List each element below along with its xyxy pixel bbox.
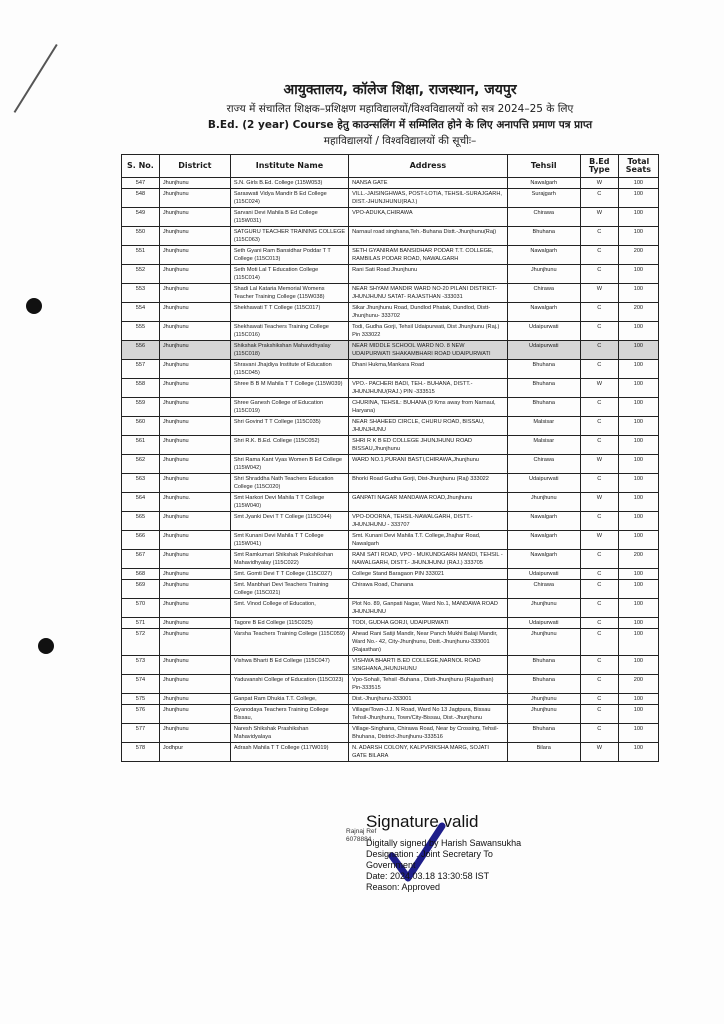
cell-address: Village-Singhana, Chirawa Road, Near by Crossing, Tehsil-Bhuhana, District-Jhunjhunu-333516	[349, 724, 507, 743]
cell-bed-type: C	[580, 705, 618, 724]
cell-district: Jodhpur	[159, 743, 230, 762]
cell-tehsil: Nawalgarh	[507, 303, 580, 322]
cell-address: Plot No. 89, Ganpati Nagar, Ward No.1, MANDAWA ROAD JHUNJHUNU	[349, 599, 507, 618]
cell-address: VPO-ADUKA,CHIRAWA	[349, 208, 507, 227]
cell-sno: 557	[122, 360, 160, 379]
table-row	[122, 284, 659, 303]
punch-hole-top	[26, 298, 42, 314]
cell-total-seats: 100	[618, 417, 658, 436]
cell-district: Jhunjhunu	[159, 322, 230, 341]
cell-district: Jhunjhunu	[159, 512, 230, 531]
cell-bed-type: W	[580, 379, 618, 398]
cell-bed-type: W	[580, 208, 618, 227]
cell-sno: 576	[122, 705, 160, 724]
table-row	[122, 629, 659, 656]
cell-tehsil: Bhuhana	[507, 398, 580, 417]
col-header-district: District	[159, 155, 230, 178]
cell-institute-name: Shekhawati Teachers Training College (115C016)	[230, 322, 348, 341]
cell-institute-name: Smt Jyanki Devi T T College (115C044)	[230, 512, 348, 531]
cell-sno: 555	[122, 322, 160, 341]
cell-institute-name: Ganpat Ram Dhukia T.T. College,	[230, 694, 348, 705]
cell-total-seats: 100	[618, 599, 658, 618]
table-row	[122, 493, 659, 512]
cell-tehsil: Udaipurwati	[507, 618, 580, 629]
cell-tehsil: Chirawa	[507, 455, 580, 474]
cell-tehsil: Udaipurwati	[507, 474, 580, 493]
cell-total-seats: 100	[618, 694, 658, 705]
cell-district: Jhunjhunu	[159, 569, 230, 580]
cell-institute-name: Shri Govind T T College (115C035)	[230, 417, 348, 436]
cell-sno: 562	[122, 455, 160, 474]
cell-bed-type: C	[580, 599, 618, 618]
cell-sno: 553	[122, 284, 160, 303]
cell-bed-type: C	[580, 675, 618, 694]
cell-sno: 564	[122, 493, 160, 512]
cell-district: Jhunjhunu	[159, 455, 230, 474]
signature-reason: Reason: Approved	[366, 882, 441, 892]
cell-sno: 552	[122, 265, 160, 284]
cell-bed-type: C	[580, 474, 618, 493]
cell-total-seats: 100	[618, 178, 658, 189]
cell-total-seats: 200	[618, 550, 658, 569]
cell-bed-type: C	[580, 550, 618, 569]
cell-tehsil: Nawalgarh	[507, 531, 580, 550]
cell-district: Jhunjhunu	[159, 341, 230, 360]
fold-mark	[14, 44, 58, 113]
institute-table	[121, 154, 659, 762]
cell-address: Vpo-Sohali, Tehsil -Buhana , Distt-Jhunjhunu (Rajasthan) Pin-333515	[349, 675, 507, 694]
cell-address: Todi, Gudha Gorji, Tehsil Udaipurwati, Dist Jhunjhunu (Raj.) Pin 333022	[349, 322, 507, 341]
header-line-2: राज्य में संचालित शिक्षक–प्रशिक्षण महाविद्यालयों/विश्वविद्यालयों को सत्र 2024–25 के लिए	[226, 103, 574, 115]
cell-district: Jhunjhunu	[159, 189, 230, 208]
cell-bed-type: C	[580, 322, 618, 341]
cell-sno: 548	[122, 189, 160, 208]
cell-sno: 560	[122, 417, 160, 436]
header-line-4: महाविद्यालयों / विश्वविद्यालयों की सूचीः–	[323, 135, 477, 147]
cell-total-seats: 100	[618, 284, 658, 303]
cell-address: Ahead Rani Satiji Mandir, Near Panch Mukhi Balaji Mandir, Ward No.- 42, City-Jhunjhunu, Distt.-Jhunjhunu-333001 (Rajasthan)	[349, 629, 507, 656]
cell-sno: 568	[122, 569, 160, 580]
cell-tehsil: Udaipurwati	[507, 341, 580, 360]
cell-bed-type: W	[580, 178, 618, 189]
cell-institute-name: Shikshak Prakshikshan Mahavidhyalay (115C018)	[230, 341, 348, 360]
header-line-3: B.Ed. (2 year) Course हेतु काउन्सलिंग में सम्मिलित होने के लिए अनापत्ति प्रमाण पत्र प्राप्त	[207, 119, 593, 131]
cell-institute-name: Sarvani Devi Mahila B Ed College (115W031)	[230, 208, 348, 227]
cell-institute-name: SATGURU TEACHER TRAINING COLLEGE (115C063)	[230, 227, 348, 246]
cell-institute-name: Naresh Shikshak Prashikshan Mahavidyalaya	[230, 724, 348, 743]
cell-tehsil: Udaipurwati	[507, 322, 580, 341]
cell-tehsil: Bhuhana	[507, 360, 580, 379]
cell-bed-type: C	[580, 618, 618, 629]
cell-sno: 556	[122, 341, 160, 360]
cell-district: Jhunjhunu	[159, 417, 230, 436]
table-row	[122, 436, 659, 455]
cell-address: College Stand Baragaon PIN 333021	[349, 569, 507, 580]
cell-sno: 578	[122, 743, 160, 762]
cell-bed-type: C	[580, 569, 618, 580]
table-row	[122, 227, 659, 246]
cell-institute-name: Saraswati Vidya Mandir B Ed College (115C024)	[230, 189, 348, 208]
cell-district: Jhunjhunu	[159, 265, 230, 284]
cell-institute-name: Tagore B Ed College (115C025)	[230, 618, 348, 629]
cell-district: Jhunjhunu	[159, 550, 230, 569]
cell-institute-name: Smt. Vinod College of Education,	[230, 599, 348, 618]
cell-district: Jhunjhunu	[159, 618, 230, 629]
cell-total-seats: 100	[618, 474, 658, 493]
table-row	[122, 208, 659, 227]
cell-district: Jhunjhunu	[159, 694, 230, 705]
table-row	[122, 417, 659, 436]
cell-district: Jhunjhunu	[159, 208, 230, 227]
cell-tehsil: Chirawa	[507, 284, 580, 303]
table-row	[122, 512, 659, 531]
table-row	[122, 265, 659, 284]
cell-institute-name: Smt. Manbhari Devi Teachers Training College (115C021)	[230, 580, 348, 599]
cell-tehsil: Surajgarh	[507, 189, 580, 208]
cell-total-seats: 100	[618, 398, 658, 417]
table-header-row	[122, 155, 659, 178]
cell-institute-name: Shree Ganesh College of Education (115C019)	[230, 398, 348, 417]
cell-address: Dhani Hukma,Mankara Road	[349, 360, 507, 379]
signature-date: Date: 2024.03.18 13:30:58 IST	[366, 871, 490, 881]
cell-district: Jhunjhunu	[159, 436, 230, 455]
cell-sno: 577	[122, 724, 160, 743]
cell-address: N. ADARSH COLONY, KALPVRIKSHA MARG, SOJATI GATE BILARA	[349, 743, 507, 762]
cell-tehsil: Malsisar	[507, 436, 580, 455]
cell-bed-type: C	[580, 580, 618, 599]
cell-district: Jhunjhunu	[159, 531, 230, 550]
cell-district: Jhunjhunu	[159, 360, 230, 379]
cell-total-seats: 100	[618, 341, 658, 360]
table-row	[122, 379, 659, 398]
cell-total-seats: 100	[618, 265, 658, 284]
table-row	[122, 599, 659, 618]
table-row	[122, 569, 659, 580]
cell-tehsil: Jhunjhunu	[507, 705, 580, 724]
cell-address: Village/Town-J.J. N Road, Ward No 13 Jagtpura, Bissau Tehsil-Jhunjhunu, Town/City-Bissau, Dist.-Jhunjhunu	[349, 705, 507, 724]
cell-institute-name: Varsha Teachers Training College (115C059)	[230, 629, 348, 656]
cell-institute-name: Seth Gyani Ram Bansidhar Poddar T T College (115C013)	[230, 246, 348, 265]
cell-total-seats: 100	[618, 743, 658, 762]
cell-bed-type: C	[580, 436, 618, 455]
cell-institute-name: Smt Kunani Devi Mahila T T College (115W041)	[230, 531, 348, 550]
cell-bed-type: C	[580, 265, 618, 284]
table-row	[122, 656, 659, 675]
cell-institute-name: Seth Moti Lal T Education College (115C014)	[230, 265, 348, 284]
table-row	[122, 705, 659, 724]
cell-total-seats: 100	[618, 724, 658, 743]
cell-total-seats: 100	[618, 656, 658, 675]
cell-bed-type: W	[580, 493, 618, 512]
cell-district: Jhunjhunu	[159, 246, 230, 265]
cell-institute-name: Smt Harkori Devi Mahila T T College (115W040)	[230, 493, 348, 512]
cell-institute-name: Smt Ramkumari Shikshak Prakshikshan Mahavidhyalay (115C022)	[230, 550, 348, 569]
cell-total-seats: 100	[618, 436, 658, 455]
col-header-sno: S. No.	[122, 155, 160, 178]
cell-sno: 547	[122, 178, 160, 189]
cell-bed-type: C	[580, 189, 618, 208]
cell-total-seats: 100	[618, 629, 658, 656]
cell-sno: 554	[122, 303, 160, 322]
cell-institute-name: Shravani Jhajdiya Institute of Education (115C045)	[230, 360, 348, 379]
table-row	[122, 474, 659, 493]
cell-sno: 569	[122, 580, 160, 599]
cell-tehsil: Nawalgarh	[507, 512, 580, 531]
col-header-address: Address	[349, 155, 507, 178]
cell-tehsil: Nawalgarh	[507, 550, 580, 569]
cell-total-seats: 200	[618, 246, 658, 265]
cell-address: WARD NO.1,PURANI BASTI,CHIRAWA,Jhunjhunu	[349, 455, 507, 474]
cell-sno: 571	[122, 618, 160, 629]
cell-address: CHURINA, TEHSIL: BUHANA (9 Kms away from Narnaul, Haryana)	[349, 398, 507, 417]
cell-bed-type: C	[580, 724, 618, 743]
cell-district: Jhunjhunu	[159, 724, 230, 743]
table-row	[122, 360, 659, 379]
cell-institute-name: Shadi Lal Kataria Memorial Womens Teacher Training College (115W038)	[230, 284, 348, 303]
table-row	[122, 341, 659, 360]
cell-tehsil: Jhunjhunu	[507, 599, 580, 618]
cell-institute-name: Gyanodaya Teachers Training College Bissau,	[230, 705, 348, 724]
signature-ref-number: 6078884	[346, 836, 372, 843]
cell-institute-name: Smt. Gomti Devi T T College (115C027)	[230, 569, 348, 580]
table-row	[122, 303, 659, 322]
cell-institute-name: Shri Rama Kant Vyas Women B Ed College (115W042)	[230, 455, 348, 474]
cell-tehsil: Bhuhana	[507, 227, 580, 246]
signature-valid-label: Signature valid	[366, 812, 479, 831]
cell-address: Narnaul road singhana,Teh.-Buhana Distt.-Jhunjhunu(Raj)	[349, 227, 507, 246]
cell-institute-name: Adrash Mahila T T College (117W019)	[230, 743, 348, 762]
cell-tehsil: Bhuhana	[507, 724, 580, 743]
cell-address: RANI SATI ROAD, VPO - MUKUNDGARH MANDI, TEHSIL - NAWALGARH, DISTT.- JHUNJHUNU (RAJ.) 333705	[349, 550, 507, 569]
cell-bed-type: C	[580, 656, 618, 675]
table-row	[122, 398, 659, 417]
cell-address: Chirawa Road, Chanana	[349, 580, 507, 599]
table-row	[122, 246, 659, 265]
cell-bed-type: C	[580, 694, 618, 705]
cell-institute-name: Shekhawati T T College (115C017)	[230, 303, 348, 322]
cell-bed-type: W	[580, 743, 618, 762]
cell-total-seats: 100	[618, 618, 658, 629]
cell-address: SHRI R K B ED COLLEGE JHUNJHUNU ROAD BISSAU,Jhunjhunu	[349, 436, 507, 455]
signature-designation-cont: Government	[366, 860, 416, 870]
cell-district: Jhunjhunu	[159, 227, 230, 246]
cell-total-seats: 100	[618, 705, 658, 724]
cell-bed-type: C	[580, 360, 618, 379]
cell-address: Dist.-Jhunjhunu-333001	[349, 694, 507, 705]
cell-bed-type: C	[580, 512, 618, 531]
cell-sno: 563	[122, 474, 160, 493]
cell-institute-name: Shri Shraddha Nath Teachers Education College (115C020)	[230, 474, 348, 493]
signature-details	[366, 838, 521, 893]
cell-address: SETH GYANIRAM BANSIDHAR PODAR T.T. COLLEGE, RAMBILAS PODAR ROAD, NAWALGARH	[349, 246, 507, 265]
cell-address: Sikar Jhunjhunu Road, Dundlod Phatak, Dundlod, Distt-Jhunjhunu- 333702	[349, 303, 507, 322]
cell-tehsil: Bhuhana	[507, 675, 580, 694]
cell-bed-type: C	[580, 629, 618, 656]
cell-sno: 559	[122, 398, 160, 417]
signature-designation: Designation : Joint Secretary To	[366, 849, 493, 859]
cell-sno: 550	[122, 227, 160, 246]
cell-address: VILL.-JAISINGHWAS, POST-LOTIA, TEHSIL-SURAJGARH, DIST.-JHUNJHUNU(RAJ.)	[349, 189, 507, 208]
cell-bed-type: C	[580, 303, 618, 322]
cell-district: Jhunjhunu	[159, 398, 230, 417]
cell-bed-type: C	[580, 246, 618, 265]
cell-address: Smt. Kunani Devi Mahila T.T. College,Jhajhar Road, Nawalgarh	[349, 531, 507, 550]
signature-signed-by: Digitally signed by Harish Sawansukha	[366, 838, 522, 848]
cell-tehsil: Chirawa	[507, 208, 580, 227]
table-row	[122, 580, 659, 599]
table-row	[122, 743, 659, 762]
table-row	[122, 178, 659, 189]
cell-total-seats: 100	[618, 208, 658, 227]
cell-address: Bhorki Road Gudha Gorji, Dist-Jhunjhunu (Raj) 333022	[349, 474, 507, 493]
cell-address: NEAR MIDDLE SCHOOL WARD NO. 8 NEW UDAIPURWATI SHAKAMBHARI ROAD UDAIPURWATI	[349, 341, 507, 360]
cell-tehsil: Udaipurwati	[507, 569, 580, 580]
table-row	[122, 694, 659, 705]
table-row	[122, 618, 659, 629]
cell-sno: 574	[122, 675, 160, 694]
cell-total-seats: 100	[618, 531, 658, 550]
cell-sno: 573	[122, 656, 160, 675]
table-body	[122, 178, 659, 762]
cell-total-seats: 100	[618, 569, 658, 580]
cell-district: Jhunjhunu	[159, 675, 230, 694]
cell-sno: 561	[122, 436, 160, 455]
cell-bed-type: W	[580, 531, 618, 550]
signature-ref-label: Rajnaj Ref	[346, 828, 377, 835]
cell-tehsil: Bilara	[507, 743, 580, 762]
table-row	[122, 675, 659, 694]
cell-address: VPO-DOORNA, TEHSIL-NAWALGARH, DISTT.-JHUNJHUNU - 333707	[349, 512, 507, 531]
cell-institute-name: Shri R.K. B.Ed. College (115C052)	[230, 436, 348, 455]
cell-total-seats: 100	[618, 493, 658, 512]
cell-address: GANPATI NAGAR MANDAWA ROAD,Jhunjhunu	[349, 493, 507, 512]
table-row	[122, 550, 659, 569]
cell-sno: 549	[122, 208, 160, 227]
cell-address: NANSA GATE	[349, 178, 507, 189]
punch-hole-bottom	[38, 638, 54, 654]
cell-tehsil: Jhunjhunu	[507, 694, 580, 705]
cell-bed-type: C	[580, 398, 618, 417]
cell-district: Jhunjhunu	[159, 580, 230, 599]
cell-district: Jhunjhunu.	[159, 493, 230, 512]
cell-total-seats: 100	[618, 227, 658, 246]
cell-tehsil: Nawalgarh	[507, 178, 580, 189]
cell-sno: 566	[122, 531, 160, 550]
cell-district: Jhunjhunu	[159, 629, 230, 656]
cell-district: Jhunjhunu	[159, 284, 230, 303]
cell-address: VISHWA BHARTI B.ED COLLEGE,NARNOL ROAD SINGHANA,JHUNJHUNU	[349, 656, 507, 675]
cell-district: Jhunjhunu	[159, 705, 230, 724]
cell-tehsil: Jhunjhunu	[507, 493, 580, 512]
cell-address: NEAR SHYAM MANDIR WARD NO-20 PILANI DISTRICT- JHUNJHUNU SATAT- RAJASTHAN -333031	[349, 284, 507, 303]
cell-institute-name: S.N. Girls B.Ed. College (115W053)	[230, 178, 348, 189]
cell-sno: 570	[122, 599, 160, 618]
col-header-bed-type: B.Ed Type	[580, 155, 618, 178]
cell-total-seats: 100	[618, 379, 658, 398]
cell-tehsil: Nawalgarh	[507, 246, 580, 265]
cell-sno: 567	[122, 550, 160, 569]
cell-sno: 575	[122, 694, 160, 705]
cell-tehsil: Jhunjhunu	[507, 629, 580, 656]
table-row	[122, 724, 659, 743]
cell-district: Jhunjhunu	[159, 474, 230, 493]
table-row	[122, 189, 659, 208]
cell-bed-type: C	[580, 227, 618, 246]
cell-total-seats: 200	[618, 303, 658, 322]
cell-district: Jhunjhunu	[159, 599, 230, 618]
header-office: आयुक्तालय, कॉलेज शिक्षा, राजस्थान, जयपुर	[283, 82, 517, 98]
cell-tehsil: Bhuhana	[507, 656, 580, 675]
col-header-institute: Institute Name	[230, 155, 348, 178]
cell-total-seats: 100	[618, 322, 658, 341]
cell-bed-type: W	[580, 284, 618, 303]
cell-institute-name: Vishwa Bharti B Ed College (115C047)	[230, 656, 348, 675]
cell-address: NEAR SHAHEED CIRCLE, CHURU ROAD, BISSAU, JHUNJHUNU	[349, 417, 507, 436]
cell-bed-type: C	[580, 341, 618, 360]
cell-institute-name: Yaduvanshi College of Education (115C023)	[230, 675, 348, 694]
table-row	[122, 531, 659, 550]
table-row	[122, 322, 659, 341]
cell-total-seats: 100	[618, 189, 658, 208]
cell-total-seats: 100	[618, 455, 658, 474]
cell-institute-name: Shree B B M Mahila T T College (115W039)	[230, 379, 348, 398]
cell-district: Jhunjhunu	[159, 379, 230, 398]
cell-tehsil: Bhuhana	[507, 379, 580, 398]
cell-district: Jhunjhunu	[159, 303, 230, 322]
cell-tehsil: Chirawa	[507, 580, 580, 599]
cell-total-seats: 100	[618, 512, 658, 531]
cell-district: Jhunjhunu	[159, 656, 230, 675]
cell-sno: 558	[122, 379, 160, 398]
cell-address: Rani Sati Road Jhunjhunu	[349, 265, 507, 284]
col-header-tehsil: Tehsil	[507, 155, 580, 178]
cell-tehsil: Jhunjhunu	[507, 265, 580, 284]
table-row	[122, 455, 659, 474]
cell-sno: 565	[122, 512, 160, 531]
col-header-total-seats: Total Seats	[618, 155, 658, 178]
cell-district: Jhunjhunu	[159, 178, 230, 189]
cell-tehsil: Malsisar	[507, 417, 580, 436]
cell-sno: 572	[122, 629, 160, 656]
cell-total-seats: 200	[618, 675, 658, 694]
cell-address: TODI, GUDHA GORJI, UDAIPURWATI	[349, 618, 507, 629]
cell-address: VPO.- PACHERI BADI, TEH.- BUHANA, DISTT.- JHUNJHUNU(RAJ.) PIN -333515	[349, 379, 507, 398]
cell-bed-type: C	[580, 417, 618, 436]
cell-total-seats: 100	[618, 580, 658, 599]
cell-sno: 551	[122, 246, 160, 265]
cell-bed-type: W	[580, 455, 618, 474]
cell-total-seats: 100	[618, 360, 658, 379]
